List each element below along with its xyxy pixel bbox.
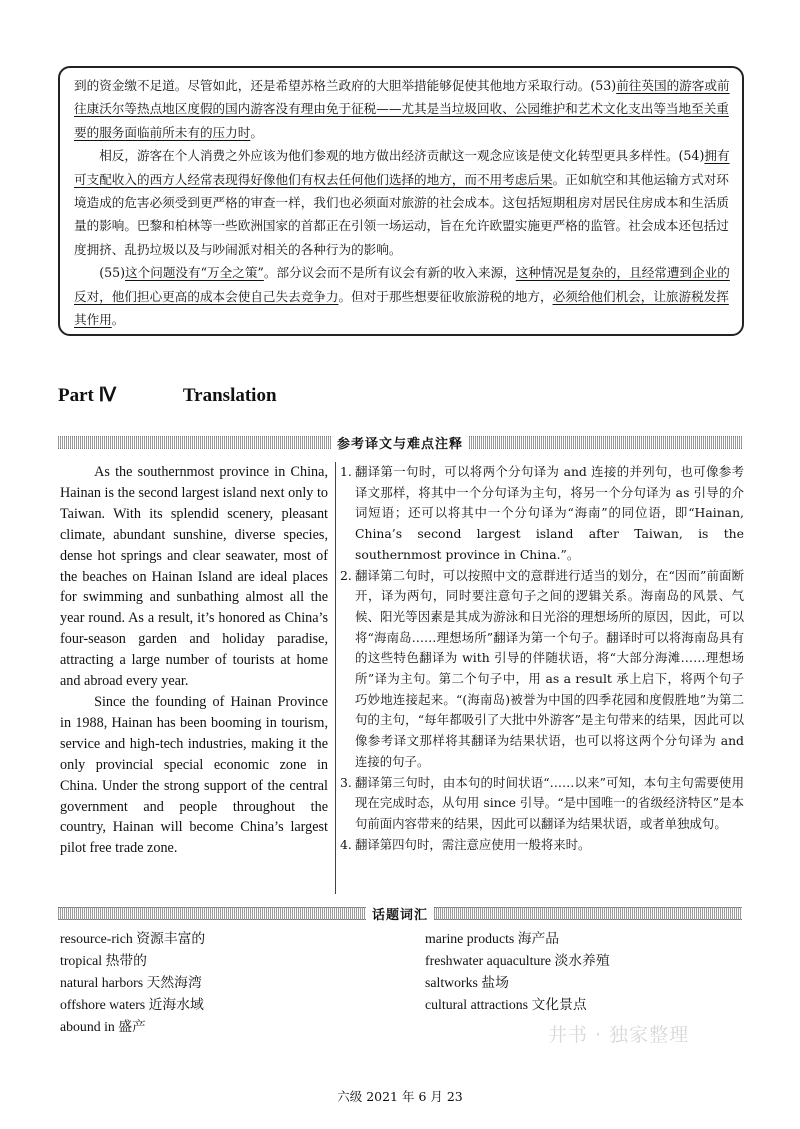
note-item xyxy=(340,835,744,856)
vocab-item: offshore waters 近海水域 xyxy=(60,997,204,1012)
note-item xyxy=(340,462,744,566)
note-text: 翻译第三句时，由本句的时间状语“……以来”可知，本句主句需要使用现在完成时态，从句用 since 引导。“是中国唯一的省级经济特区”是本句前面内容带来的结果，因此可以翻译为结果状语，或者单独成句。 xyxy=(355,774,744,831)
passage-text: 相反，游客在个人消费之外应该为他们参观的地方做出经济贡献这一观念应该是使文化转型更具多样性。(54) xyxy=(99,148,705,164)
note-item xyxy=(340,773,744,835)
note-text: 翻译第四句时，需注意应使用一般将来时。 xyxy=(355,836,591,852)
section-heading xyxy=(58,384,458,407)
column-divider xyxy=(335,462,336,894)
passage-text: 。但对于那些想要征收旅游税的地方， xyxy=(338,288,553,304)
translation-paragraph-1: As the southernmost province in China, Hainan is the second largest island next only to Taiwan. With its splendid scenery, pleasant climate, abundant sunshine, diverse species, dense hot springs and clear seawater, most of the beaches on Hainan Island are ideal places for swimming and sunbathing almost all the year round. As a result, it’s honored as China’s four-season garden and holiday paradise, attracting a large number of tourists at home and abroad every year. xyxy=(60,464,328,690)
hatch-left xyxy=(58,436,331,449)
section-title: Translation xyxy=(182,385,277,406)
vocab-header-bar xyxy=(58,903,742,923)
passage-text: 。 xyxy=(111,312,125,328)
note-text: 翻译第二句时，可以按照中文的意群进行适当的划分，在“因而”前面断开，译为两句，同时要注意句子之间的逻辑关系。海南岛的风景、气候、阳光等因素是其成为游泳和日光浴的理想场所的原因，因此，可以将“海南岛……理想场所”翻译为第一个句子。翻译时可以将海南岛具有的这些特色翻译为 with 引导的伴随状语，将“大部分海滩……理想场所”译为主句。第二个句子中，用 as a result 承上启下，将两个句子巧妙地连接起来。“(海南岛)被誉为中国的四季花园和度假胜地”为第二句的主句，“每年都吸引了大批中外游客”是主句带来的结果，因此可以像参考译文那样将其翻译为结果状语，也可以将这两个分句译为 and 连接的句子。 xyxy=(355,567,744,769)
page-footer: 六级 2021 年 6 月 23 xyxy=(337,1089,463,1104)
underlined-answer: 这种情况是复杂的，且经常遭到企业的反对，他们担心更高的成本会使自己失去竞争力 xyxy=(74,265,730,304)
underlined-answer: 这个问题没有“万全之策” xyxy=(125,265,264,281)
vocab-item: saltworks 盐场 xyxy=(425,975,509,990)
underlined-answer: 必须给他们机会，让旅游税发挥其作用 xyxy=(74,288,729,328)
difficulty-notes xyxy=(340,462,744,855)
reference-header-bar xyxy=(58,432,742,452)
underlined-answer: 拥有可支配收入的西方人经常表现得好像他们有权去任何他们选择的地方，而不用考虑后果 xyxy=(74,148,730,187)
passage-answer-box xyxy=(58,66,744,336)
passage-paragraph-1 xyxy=(74,74,730,144)
vocab-item: freshwater aquaculture 淡水养殖 xyxy=(425,953,610,968)
vocab-item: cultural attractions 文化景点 xyxy=(425,997,587,1012)
note-item xyxy=(340,566,744,773)
passage-paragraph-2 xyxy=(74,144,730,261)
vocab-item: natural harbors 天然海湾 xyxy=(60,975,202,990)
part-number: Part Ⅳ xyxy=(58,385,117,406)
passage-text: 到的资金缴不足道。尽管如此，还是希望苏格兰政府的大胆举措能够促使其他地方采取行动。(53) xyxy=(74,78,617,93)
hatch-left xyxy=(58,907,366,920)
reference-translation xyxy=(60,462,328,859)
note-text: 翻译第一句时，可以将两个分句译为 and 连接的并列句，也可像参考译文那样，将其中一个分句译为主句，将另一个分句译为 as 引导的介词短语；还可以将其中一个分句译为“海南”的同位语，即“Hainan, China’s second largest island after Taiwan, is the southernmost province in China.”。 xyxy=(355,464,744,562)
vocab-list-right xyxy=(425,928,765,1016)
vocab-header-label: 话题词汇 xyxy=(372,907,429,923)
passage-text: (55) xyxy=(99,265,126,281)
underlined-answer: 前往英国的游客或前往康沃尔等热点地区度假的国内游客没有理由免于征税——尤其是当垃圾回收、公园维护和艺术文化支出等当地至关重要的服务面临前所未有的压力时 xyxy=(74,78,730,140)
note-number: 3. xyxy=(340,774,352,790)
passage-text: 。部分议会而不是所有议会有新的收入来源， xyxy=(263,265,516,281)
note-number: 4. xyxy=(340,836,352,852)
hatch-right xyxy=(434,907,742,920)
vocab-list-left xyxy=(60,928,400,1038)
note-number: 2. xyxy=(340,567,352,583)
vocab-item: marine products 海产品 xyxy=(425,931,560,946)
vocab-item: abound in 盛产 xyxy=(60,1019,146,1034)
passage-text: 。 xyxy=(250,124,263,140)
translation-paragraph-2: Since the founding of Hainan Province in 1988, Hainan has been booming in tourism, service and high-tech industries, making it the only provincial special economic zone in China. Under the strong support of the central government and people throughout the country, Hainan will become China’s largest pilot free trade zone. xyxy=(60,693,328,857)
watermark: 井书 · 独家整理 xyxy=(548,1024,690,1046)
reference-header-label: 参考译文与难点注释 xyxy=(337,436,464,452)
vocab-item: resource-rich 资源丰富的 xyxy=(60,931,206,946)
passage-paragraph-3 xyxy=(74,261,730,331)
hatch-right xyxy=(469,436,742,449)
note-number: 1. xyxy=(340,464,352,479)
vocab-item: tropical 热带的 xyxy=(60,953,147,968)
passage-text: 。正如航空和其他运输方式对环境造成的危害必须受到更严格的审查一样，我们也必须面对旅游的社会成本。这包括短期租房对居民住房成本和生活质量的影响。巴黎和柏林等一些欧洲国家的首都正在引领一场运动，旨在允许欧盟实施更严格的监管。社会成本还包括过度拥挤、乱扔垃圾以及与吵闹派对相关的各种行为的影响。 xyxy=(74,171,729,257)
